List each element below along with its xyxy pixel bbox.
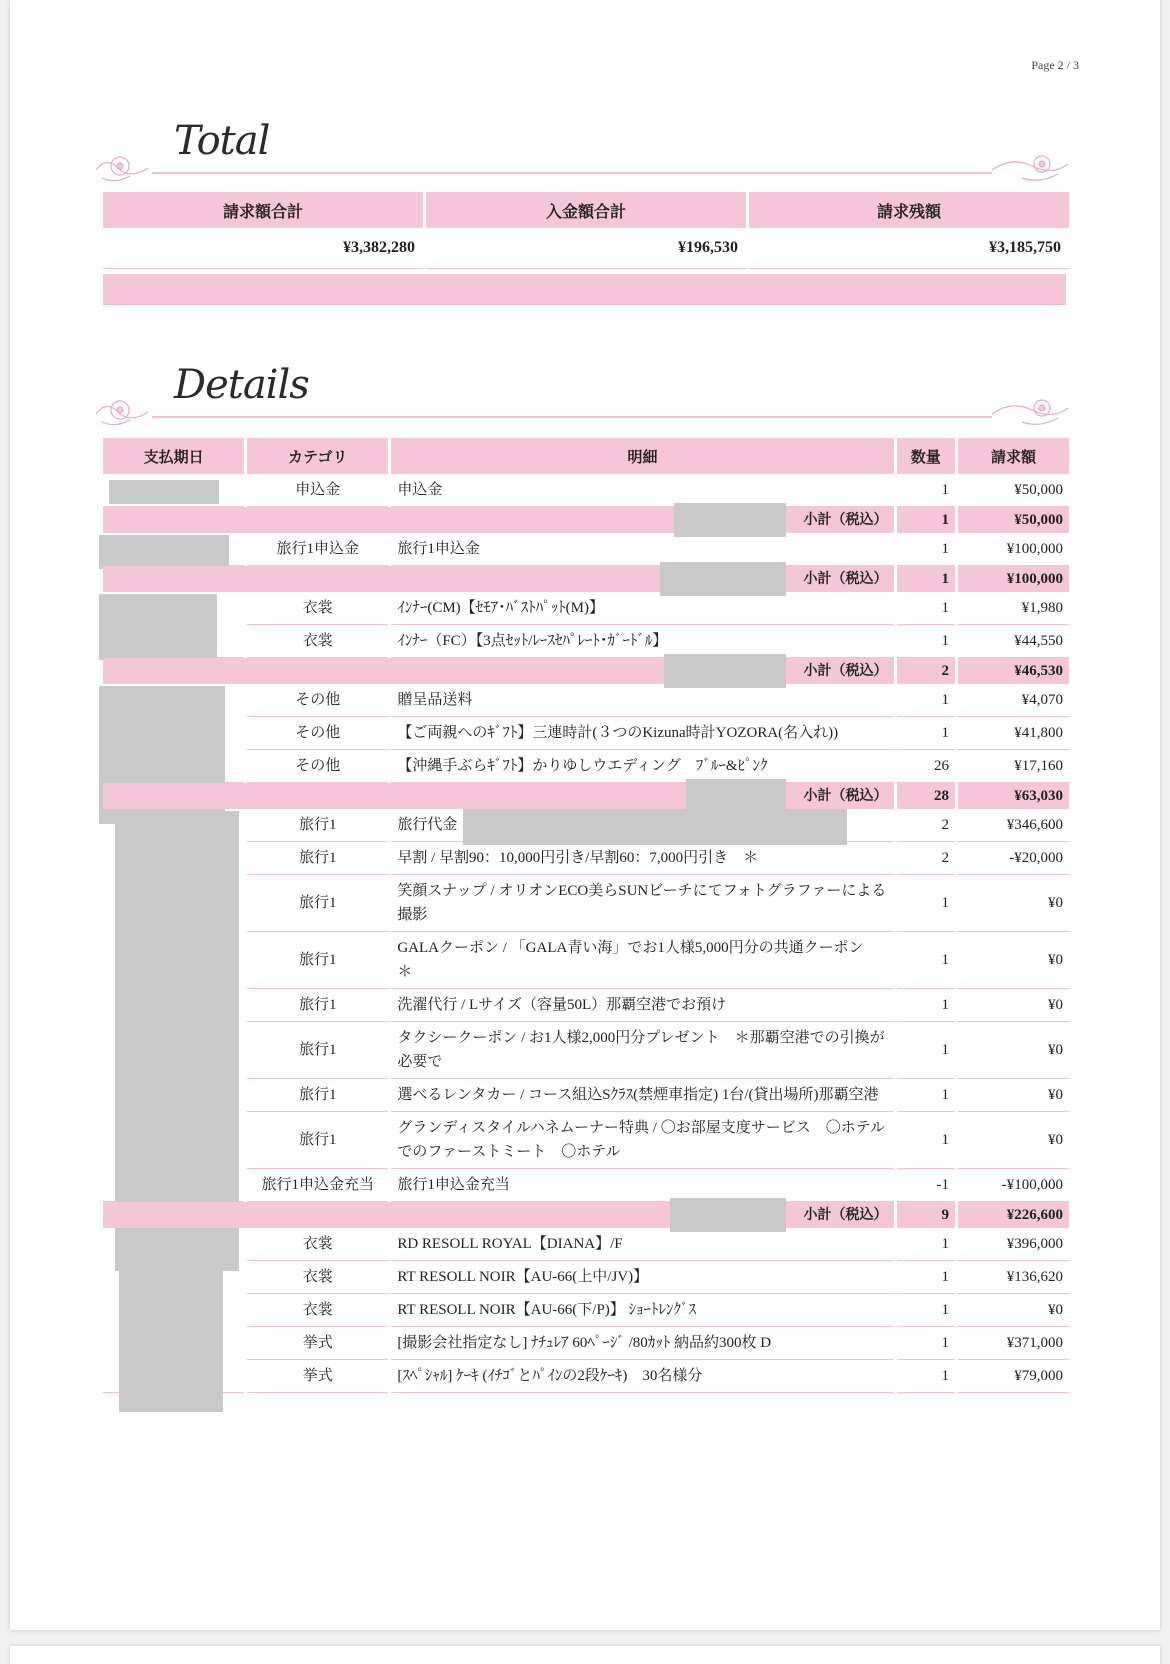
amount-cell: ¥346,600 xyxy=(958,809,1069,842)
item-cell: ｲﾝﾅｰ（FC）【3点ｾｯﾄ/ﾚｰｽｾﾊﾟﾚｰﾄ･ｶﾞｰﾄﾞﾙ】 xyxy=(391,625,893,658)
table-row xyxy=(103,842,1069,875)
total-paid-value: ¥196,530 xyxy=(426,228,746,269)
item-cell: RD RESOLL ROYAL【DIANA】/F xyxy=(391,1228,893,1261)
qty-cell: 1 xyxy=(897,684,955,717)
subtotal-qty: 1 xyxy=(897,566,955,592)
total-title: Total xyxy=(174,118,270,164)
item-cell: 選べるレンタカー / コース組込Sｸﾗｽ(禁煙車指定) 1台/(貸出場所)那覇空港 xyxy=(391,1079,893,1112)
category-cell: 旅行1 xyxy=(247,1112,388,1169)
amount-cell: ¥41,800 xyxy=(958,717,1069,750)
amount-cell: -¥20,000 xyxy=(958,842,1069,875)
item-cell: GALAクーポン / 「GALA青い海」でお1人様5,000円分の共通クーポン ＊ xyxy=(391,932,893,989)
item-cell: ｲﾝﾅｰ(CM)【ｾﾓｱ･ﾊﾞｽﾄﾊﾟｯﾄ(M)】 xyxy=(391,592,893,625)
qty-cell: 1 xyxy=(897,1112,955,1169)
subtotal-label: 小計（税込） xyxy=(803,662,888,679)
category-cell: 旅行1 xyxy=(247,989,388,1022)
item-cell: タクシークーポン / お1人様2,000円分プレゼント ＊那覇空港での引換が必要で xyxy=(391,1022,893,1079)
qty-cell: -1 xyxy=(897,1169,955,1202)
category-cell: 衣裳 xyxy=(247,592,388,625)
qty-cell: 1 xyxy=(897,1360,955,1393)
total-header-balance: 請求残額 xyxy=(749,192,1069,228)
item-cell: 洗濯代行 / Lサイズ（容量50L）那覇空港でお預け xyxy=(391,989,893,1022)
table-row xyxy=(103,1294,1069,1327)
category-cell: 挙式 xyxy=(247,1360,388,1393)
table-row xyxy=(103,875,1069,932)
subtotal-amount: ¥46,530 xyxy=(958,658,1069,684)
subtotal-label-cell xyxy=(103,507,894,533)
amount-cell: ¥44,550 xyxy=(958,625,1069,658)
subtotal-label: 小計（税込） xyxy=(803,1206,888,1223)
details-table xyxy=(100,438,1072,1393)
item-cell: RT RESOLL NOIR【AU-66(上中/JV)】 xyxy=(391,1261,893,1294)
subtotal-label: 小計（税込） xyxy=(803,570,888,587)
qty-cell: 1 xyxy=(897,717,955,750)
table-row xyxy=(103,750,1069,783)
amount-cell: ¥0 xyxy=(958,932,1069,989)
category-cell: 衣裳 xyxy=(247,1228,388,1261)
category-cell: その他 xyxy=(247,684,388,717)
subtotal-row xyxy=(103,1202,1069,1228)
category-cell: 旅行1 xyxy=(247,1079,388,1112)
table-row xyxy=(103,932,1069,989)
subtotal-amount: ¥63,030 xyxy=(958,783,1069,809)
category-cell: 旅行1 xyxy=(247,842,388,875)
due-date-cell xyxy=(103,533,244,566)
table-row xyxy=(103,809,1069,842)
subtotal-row xyxy=(103,507,1069,533)
table-row xyxy=(103,533,1069,566)
amount-cell: ¥136,620 xyxy=(958,1261,1069,1294)
subtotal-row xyxy=(103,658,1069,684)
amount-cell: ¥0 xyxy=(958,1112,1069,1169)
category-cell: 旅行1申込金 xyxy=(247,533,388,566)
total-header-billed: 請求額合計 xyxy=(103,192,423,228)
item-cell: 旅行1申込金 xyxy=(391,533,893,566)
table-row xyxy=(103,1022,1069,1079)
qty-cell: 1 xyxy=(897,1228,955,1261)
category-cell: 衣裳 xyxy=(247,1261,388,1294)
item-cell: 【ご両親へのｷﾞﾌﾄ】三連時計(３つのKizuna時計YOZORA(名入れ)) xyxy=(391,717,893,750)
item-cell: 旅行1申込金充当 xyxy=(391,1169,893,1202)
category-cell: 旅行1 xyxy=(247,875,388,932)
subtotal-qty: 9 xyxy=(897,1202,955,1228)
amount-cell: ¥100,000 xyxy=(958,533,1069,566)
category-cell: その他 xyxy=(247,717,388,750)
qty-cell: 1 xyxy=(897,474,955,507)
amount-cell: ¥1,980 xyxy=(958,592,1069,625)
subtotal-amount: ¥50,000 xyxy=(958,507,1069,533)
subtotal-label: 小計（税込） xyxy=(803,787,888,804)
total-billed-value: ¥3,382,280 xyxy=(103,228,423,269)
amount-cell: ¥0 xyxy=(958,1022,1069,1079)
item-cell: [撮影会社指定なし] ﾅﾁｭﾚｱ 60ﾍﾟｰｼﾞ /80ｶｯﾄ 納品約300枚 D xyxy=(391,1327,893,1360)
qty-cell: 26 xyxy=(897,750,955,783)
table-row xyxy=(103,1228,1069,1261)
item-cell: グランディスタイルハネムーナー特典 / 〇お部屋支度サービス 〇ホテルでのファーストミート 〇ホテル xyxy=(391,1112,893,1169)
table-row xyxy=(103,474,1069,507)
subtotal-label-cell xyxy=(103,783,894,809)
subtotal-row xyxy=(103,783,1069,809)
table-row xyxy=(103,1360,1069,1393)
subtotal-label-cell xyxy=(103,658,894,684)
subtotal-amount: ¥226,600 xyxy=(958,1202,1069,1228)
subtotal-qty: 1 xyxy=(897,507,955,533)
amount-cell: ¥0 xyxy=(958,989,1069,1022)
item-cell: 笑顔スナップ / オリオンECO美らSUNビーチにてフォトグラファーによる撮影 xyxy=(391,875,893,932)
item-text: 旅行代金 xyxy=(397,817,458,833)
item-cell xyxy=(391,809,893,842)
subtotal-label: 小計（税込） xyxy=(803,511,888,528)
table-row xyxy=(103,1261,1069,1294)
item-cell: 【沖縄手ぶらｷﾞﾌﾄ】かりゆしウエディング ﾌﾞﾙｰ&ﾋﾟﾝｸ xyxy=(391,750,893,783)
amount-cell: ¥4,070 xyxy=(958,684,1069,717)
qty-cell: 1 xyxy=(897,1327,955,1360)
subtotal-qty: 2 xyxy=(897,658,955,684)
col-qty: 数量 xyxy=(897,438,955,474)
table-row xyxy=(103,684,1069,717)
amount-cell: ¥17,160 xyxy=(958,750,1069,783)
item-cell: 早割 / 早割90：10,000円引き/早割60：7,000円引き ＊ xyxy=(391,842,893,875)
due-date-cell xyxy=(103,684,244,783)
table-row xyxy=(103,1169,1069,1202)
col-item: 明細 xyxy=(391,438,893,474)
amount-cell: ¥79,000 xyxy=(958,1360,1069,1393)
item-cell: 申込金 xyxy=(391,474,893,507)
amount-cell: ¥371,000 xyxy=(958,1327,1069,1360)
qty-cell: 2 xyxy=(897,809,955,842)
amount-cell: ¥396,000 xyxy=(958,1228,1069,1261)
category-cell: 衣裳 xyxy=(247,1294,388,1327)
qty-cell: 1 xyxy=(897,625,955,658)
subtotal-qty: 28 xyxy=(897,783,955,809)
subtotal-amount: ¥100,000 xyxy=(958,566,1069,592)
amount-cell: ¥50,000 xyxy=(958,474,1069,507)
total-balance-value: ¥3,185,750 xyxy=(749,228,1069,269)
table-row xyxy=(103,989,1069,1022)
due-date-cell xyxy=(103,809,244,1202)
next-page-edge xyxy=(10,1646,1160,1664)
amount-cell: ¥0 xyxy=(958,1079,1069,1112)
qty-cell: 1 xyxy=(897,1294,955,1327)
amount-cell: ¥0 xyxy=(958,875,1069,932)
qty-cell: 1 xyxy=(897,1022,955,1079)
table-row xyxy=(103,1112,1069,1169)
due-date-cell xyxy=(103,1228,244,1393)
qty-cell: 1 xyxy=(897,989,955,1022)
table-row xyxy=(103,717,1069,750)
details-heading xyxy=(92,362,1072,432)
category-cell: 旅行1 xyxy=(247,1022,388,1079)
col-due-date: 支払期日 xyxy=(103,438,244,474)
category-cell: 衣裳 xyxy=(247,625,388,658)
page-number: Page 2 / 3 xyxy=(1031,58,1079,72)
table-row xyxy=(103,1327,1069,1360)
subtotal-label-cell xyxy=(103,1202,894,1228)
category-cell: 旅行1申込金充当 xyxy=(247,1169,388,1202)
category-cell: 挙式 xyxy=(247,1327,388,1360)
qty-cell: 1 xyxy=(897,533,955,566)
amount-cell: ¥0 xyxy=(958,1294,1069,1327)
qty-cell: 1 xyxy=(897,1261,955,1294)
item-cell: RT RESOLL NOIR【AU-66(下/P)】 ｼｮｰﾄﾚﾝｸﾞｽ xyxy=(391,1294,893,1327)
total-heading xyxy=(92,118,1072,188)
table-row xyxy=(103,1079,1069,1112)
qty-cell: 1 xyxy=(897,932,955,989)
category-cell: その他 xyxy=(247,750,388,783)
due-date-cell xyxy=(103,592,244,658)
table-row xyxy=(103,625,1069,658)
subtotal-label-cell xyxy=(103,566,894,592)
table-row xyxy=(103,592,1069,625)
total-header-paid: 入金額合計 xyxy=(426,192,746,228)
due-date-cell xyxy=(103,474,244,507)
col-amount: 請求額 xyxy=(958,438,1069,474)
qty-cell: 2 xyxy=(897,842,955,875)
total-blank-bar xyxy=(103,274,1066,305)
col-category: カテゴリ xyxy=(247,438,388,474)
amount-cell: -¥100,000 xyxy=(958,1169,1069,1202)
item-cell: 贈呈品送料 xyxy=(391,684,893,717)
item-cell: [ｽﾍﾟｼｬﾙ] ｹｰｷ (ｲﾁｺﾞとﾊﾟｲﾝの2段ｹｰｷ) 30名様分 xyxy=(391,1360,893,1393)
total-table xyxy=(100,192,1072,269)
category-cell: 申込金 xyxy=(247,474,388,507)
category-cell: 旅行1 xyxy=(247,932,388,989)
qty-cell: 1 xyxy=(897,592,955,625)
details-title: Details xyxy=(174,362,309,408)
qty-cell: 1 xyxy=(897,875,955,932)
category-cell: 旅行1 xyxy=(247,809,388,842)
qty-cell: 1 xyxy=(897,1079,955,1112)
subtotal-row xyxy=(103,566,1069,592)
